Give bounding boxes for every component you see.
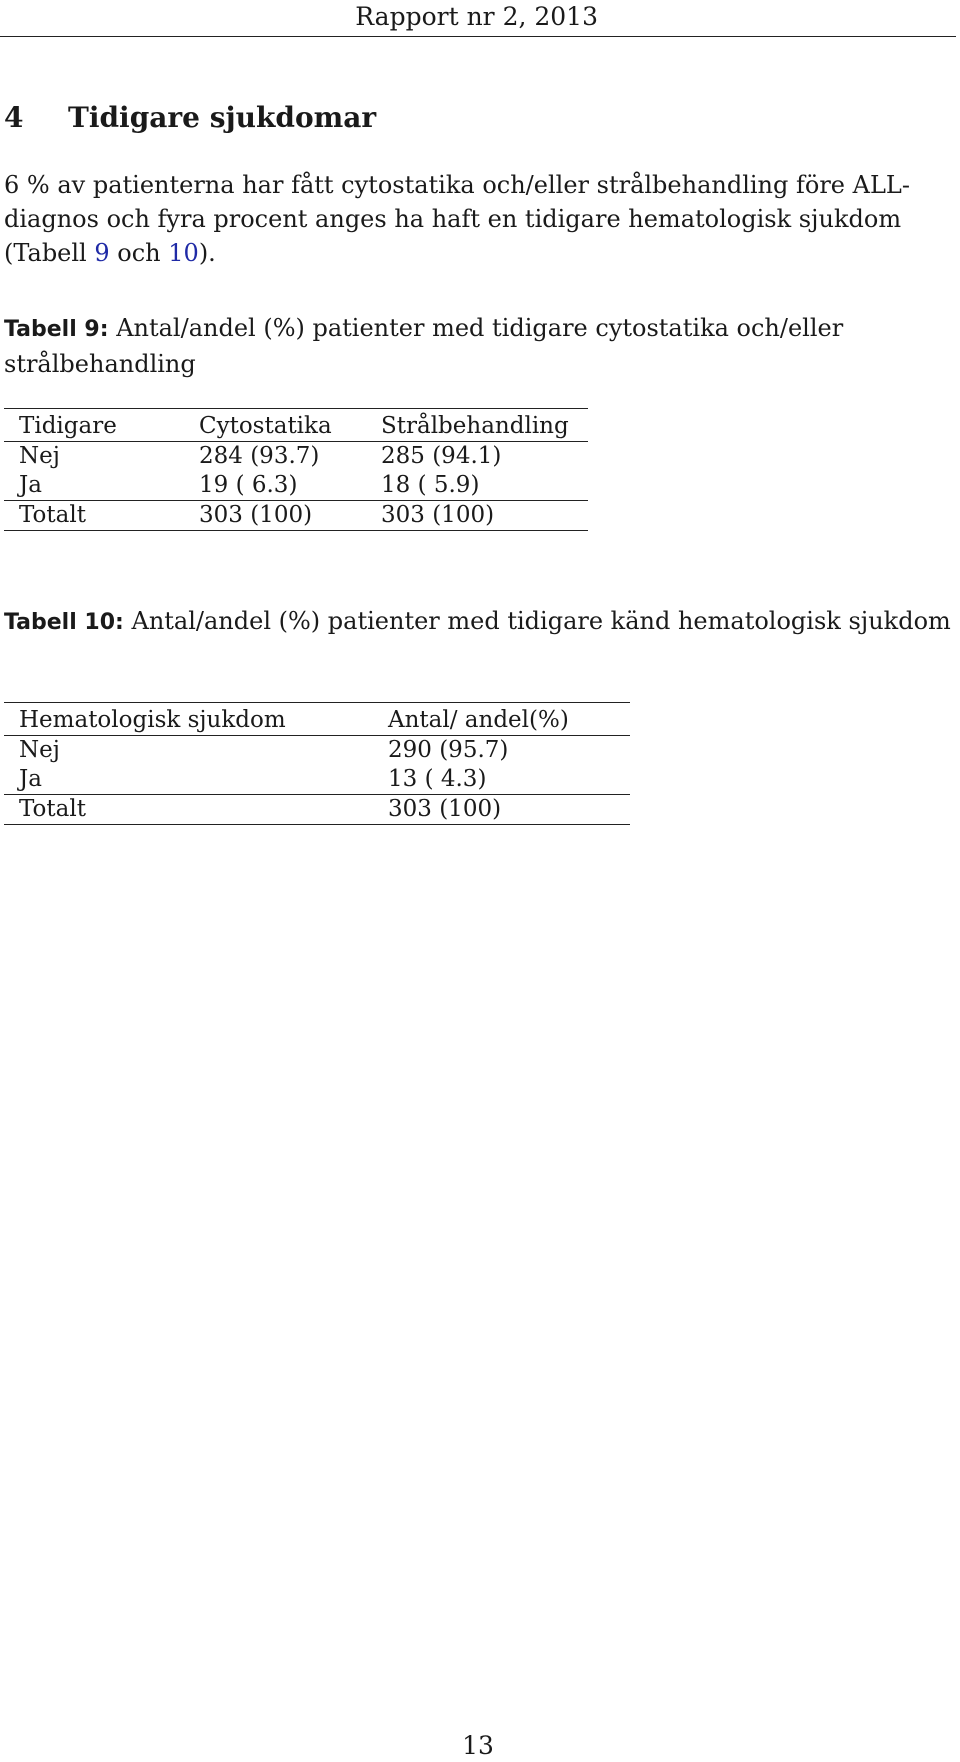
table-10 [4,702,630,825]
paragraph-text-after: ). [198,239,216,267]
table-cell: 285 (94.1) [366,442,588,472]
paragraph-text-between: och [109,239,169,267]
table-row [4,765,630,795]
table-header-cell: Strålbehandling [366,409,588,442]
table-header-row [4,409,588,442]
table-total-row [4,795,630,825]
table-cell: 303 (100) [366,501,588,531]
table-cell: 18 ( 5.9) [381,472,480,498]
table-cell: Ja [19,766,42,792]
table-9-label: Tabell 9: [4,317,109,342]
table-cell: Totalt [4,795,373,825]
table-cell: Ja [19,472,42,498]
table-header-cell: Tidigare [4,409,184,442]
table-header-row [4,703,630,736]
section-heading [4,100,376,136]
table-10-caption [4,604,954,640]
table-row [4,442,588,472]
table-9-reference-link[interactable]: 9 [94,239,110,267]
table-header-cell: Antal/ andel(%) [373,703,630,736]
table-cell: Totalt [4,501,184,531]
table-cell: Nej [4,736,373,766]
running-header [0,0,956,37]
table-10-reference-link[interactable]: 10 [168,239,199,267]
table-cell: Nej [4,442,184,472]
table-cell: 13 ( 4.3) [388,766,487,792]
table-cell: 284 (93.7) [184,442,366,472]
section-number: 4 [4,101,24,134]
paragraph-text-before: 6 % av patienterna har fått cytostatika och/eller strålbehandling före ALL-diagnos och fyra procent anges ha haft en tidigare hematologisk sjukdom (Tabell [4,171,910,267]
table-cell: 290 (95.7) [373,736,630,766]
table-row [4,736,630,766]
section-title: Tidigare sjukdomar [68,101,377,134]
body-paragraph [4,168,952,270]
table-10-caption-text: Antal/andel (%) patienter med tidigare känd hematologisk sjukdom [131,607,951,635]
table-9-caption [4,311,954,381]
table-cell: 19 ( 6.3) [199,472,298,498]
running-title: Rapport nr 2, 2013 [355,2,598,31]
table-header-cell: Hematologisk sjukdom [4,703,373,736]
table-9 [4,408,588,531]
table-cell: 303 (100) [373,795,630,825]
table-row [4,471,588,501]
table-total-row [4,501,588,531]
table-cell: 303 (100) [184,501,366,531]
table-9-caption-text: Antal/andel (%) patienter med tidigare cytostatika och/eller strålbehandling [4,314,844,378]
table-header-cell: Cytostatika [184,409,366,442]
page-number: 13 [462,1731,494,1760]
table-10-label: Tabell 10: [4,610,124,635]
